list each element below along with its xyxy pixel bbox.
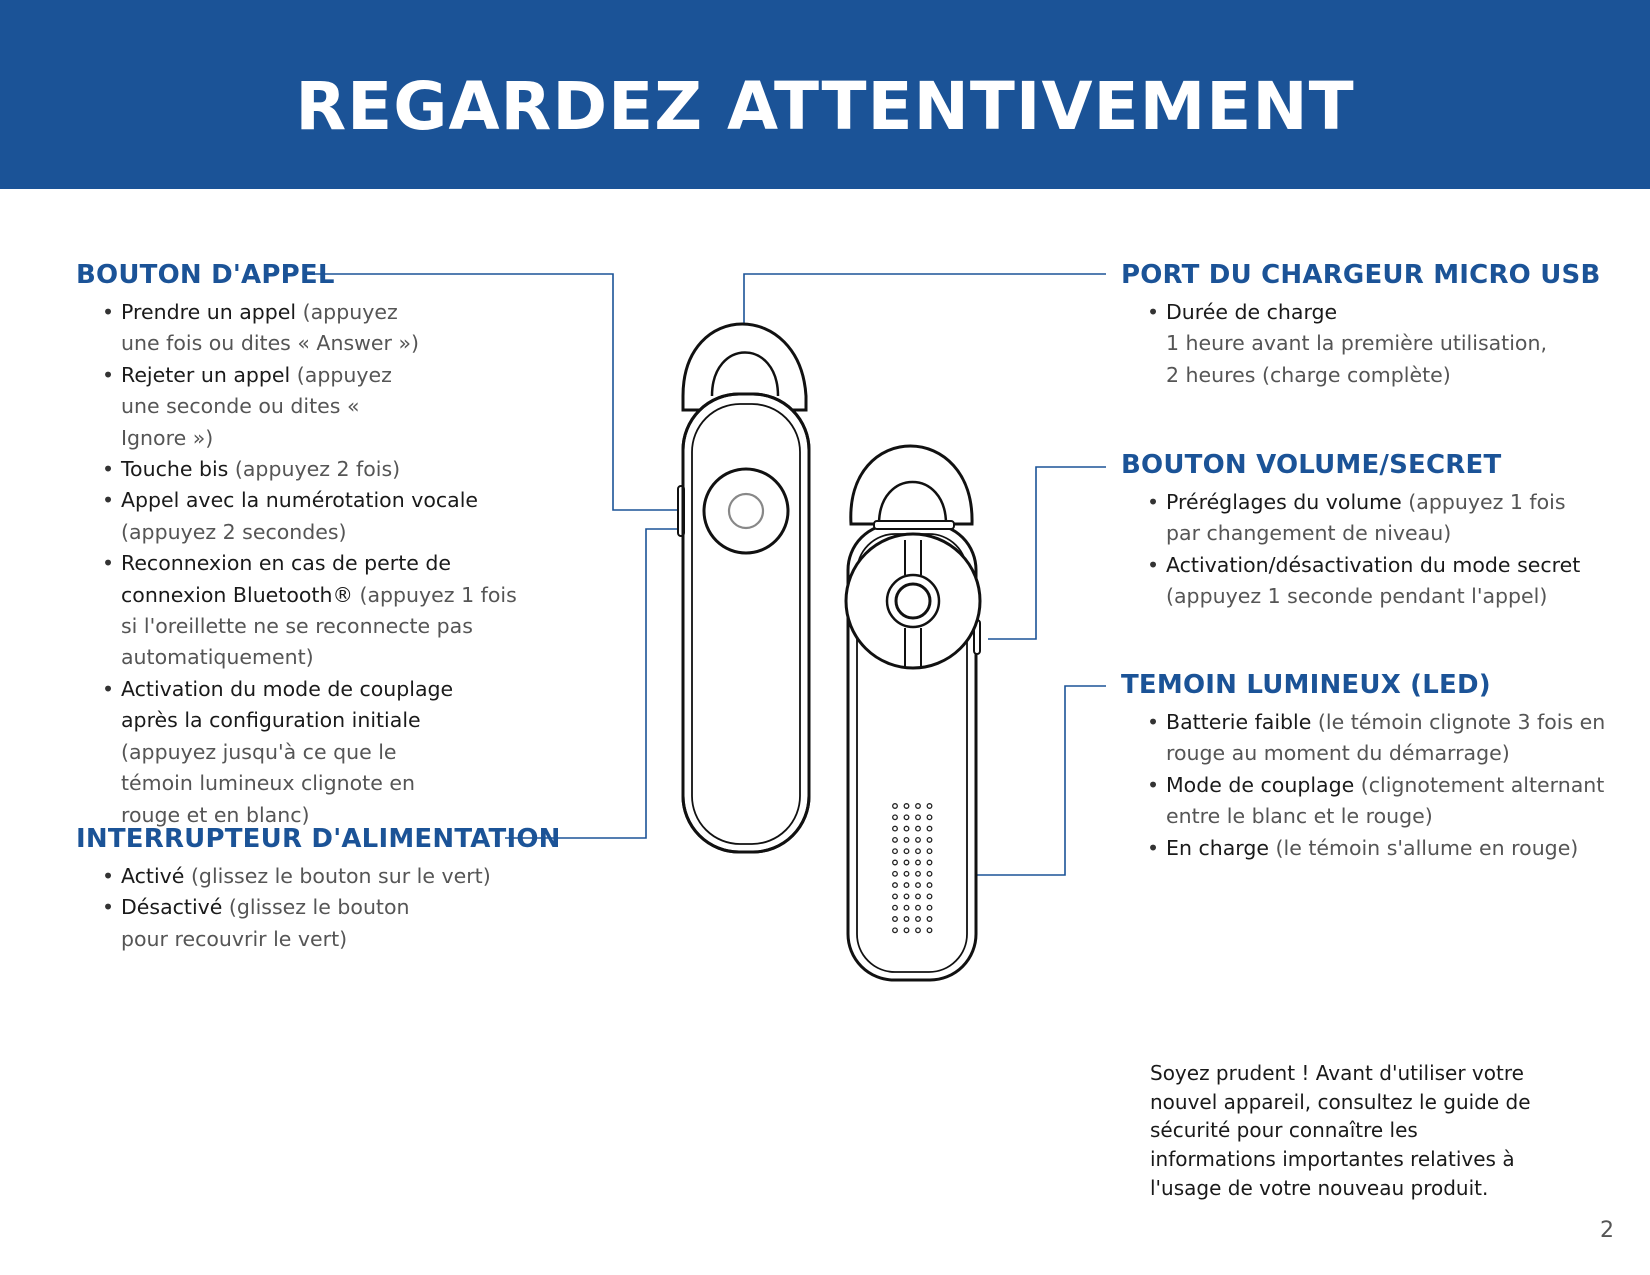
usb-port-detail-2: 2 heures (charge complète) xyxy=(1166,362,1451,387)
power-switch-heading: INTERRUPTEUR D'ALIMENTATION xyxy=(76,824,561,854)
safety-note: Soyez prudent ! Avant d'utiliser votre nouvel appareil, consultez le guide de sécurité pour connaître les informations importantes relatives à l'usage de votre nouveau produit. xyxy=(1150,1061,1531,1200)
led-heading: TEMOIN LUMINEUX (LED) xyxy=(1121,670,1491,700)
section-usb-port xyxy=(1121,260,1601,391)
list-item: • Désactivé (glissez le bouton pour recouvrir le vert) xyxy=(102,895,410,951)
callout-volume-button xyxy=(988,467,1106,639)
list-item: • Activation/désactivation du mode secret (appuyez 1 seconde pendant l'appel) xyxy=(1147,552,1581,609)
usb-port-list xyxy=(1121,297,1601,328)
section-power-switch xyxy=(76,824,561,955)
usb-port-detail-1: 1 heure avant la première utilisation, xyxy=(1166,331,1547,356)
list-item: • Mode de couplage (clignotement alternant entre le blanc et le rouge) xyxy=(1147,772,1605,829)
page-number: 2 xyxy=(1600,1218,1614,1243)
power-switch-list xyxy=(76,861,516,955)
headset-front-icon xyxy=(678,324,809,852)
call-button-list xyxy=(76,297,596,831)
list-item: • Touche bis (appuyez 2 fois) xyxy=(102,457,401,482)
list-item: • Rejeter un appel (appuyez une seconde ou dites « Ignore ») xyxy=(102,362,392,450)
list-item: • Appel avec la numérotation vocale (appuyez 2 secondes) xyxy=(102,488,479,544)
list-item: • Durée de charge xyxy=(1147,300,1338,324)
volume-button-heading: BOUTON VOLUME/SECRET xyxy=(1121,450,1502,480)
list-item: • Reconnexion en cas de perte de connexion Bluetooth® (appuyez 1 fois si l'oreillette ne se reconnecte pas automatiquement) xyxy=(102,551,517,670)
headset-back-icon xyxy=(846,446,980,980)
volume-button-list xyxy=(1121,487,1601,613)
list-item: • Préréglages du volume (appuyez 1 fois par changement de niveau) xyxy=(1147,490,1566,546)
list-item: • Prendre un appel (appuyez une fois ou dites « Answer ») xyxy=(102,300,419,356)
page-title: REGARDEZ ATTENTIVEMENT xyxy=(295,68,1355,145)
section-volume-button xyxy=(1121,450,1601,613)
call-button-heading: BOUTON D'APPEL xyxy=(76,260,335,290)
list-item: • Activé (glissez le bouton sur le vert) xyxy=(102,864,491,888)
section-call-button xyxy=(76,260,596,831)
led-list xyxy=(1121,707,1606,864)
list-item: • Batterie faible (le témoin clignote 3 fois en rouge au moment du démarrage) xyxy=(1147,710,1606,766)
usb-port-heading: PORT DU CHARGEUR MICRO USB xyxy=(1121,260,1601,290)
list-item: • En charge (le témoin s'allume en rouge) xyxy=(1147,835,1579,860)
section-led xyxy=(1121,670,1606,864)
list-item: • Activation du mode de couplage après la configuration initiale (appuyez jusqu'à ce que le témoin lumineux clignote en rouge et en blanc) xyxy=(102,676,454,827)
